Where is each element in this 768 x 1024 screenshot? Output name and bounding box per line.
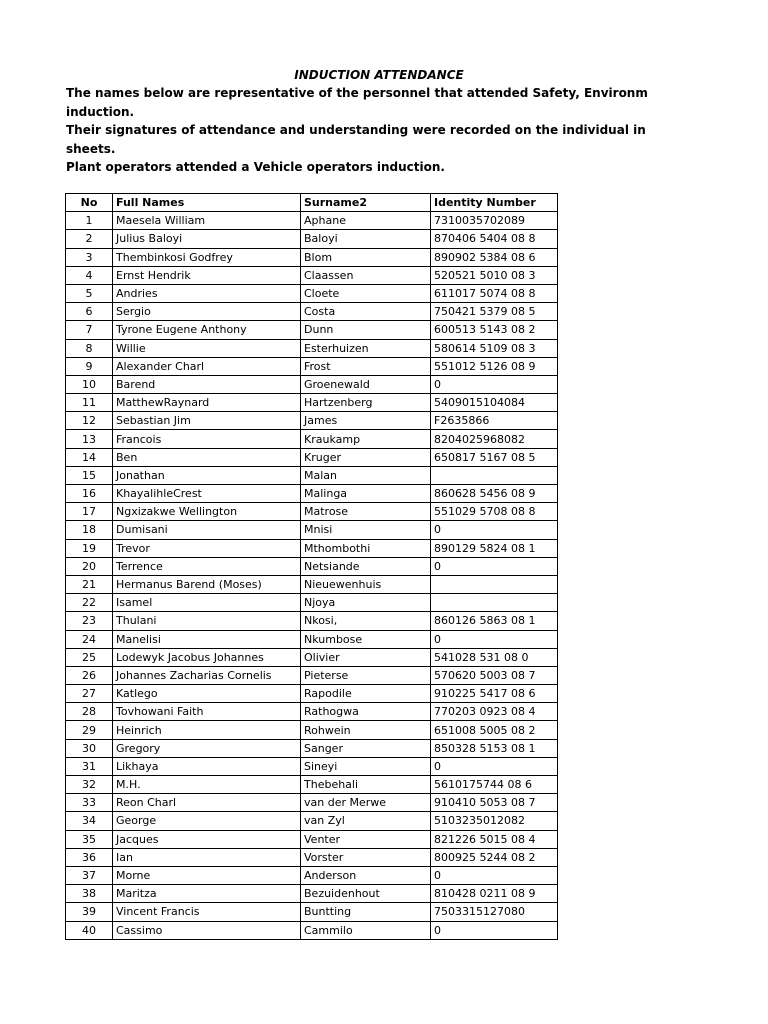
cell-full-name: Manelisi — [113, 630, 301, 648]
cell-identity-number: 7310035702089 — [431, 212, 558, 230]
cell-no: 36 — [66, 848, 113, 866]
cell-full-name: Hermanus Barend (Moses) — [113, 575, 301, 593]
cell-no: 9 — [66, 357, 113, 375]
column-header-full-names: Full Names — [113, 194, 301, 212]
table-row — [66, 375, 558, 393]
table-row — [66, 794, 558, 812]
cell-full-name: Maesela William — [113, 212, 301, 230]
cell-identity-number: 750421 5379 08 5 — [431, 303, 558, 321]
cell-no: 22 — [66, 594, 113, 612]
cell-no: 6 — [66, 303, 113, 321]
cell-identity-number — [431, 575, 558, 593]
cell-identity-number: 910410 5053 08 7 — [431, 794, 558, 812]
cell-identity-number: 5409015104084 — [431, 394, 558, 412]
intro-line: The names below are representative of the personnel that attended Safety, Environm — [66, 86, 648, 100]
table-row — [66, 539, 558, 557]
cell-surname: Aphane — [301, 212, 431, 230]
cell-full-name: Jonathan — [113, 466, 301, 484]
cell-identity-number: 870406 5404 08 8 — [431, 230, 558, 248]
cell-identity-number: 551012 5126 08 9 — [431, 357, 558, 375]
cell-no: 33 — [66, 794, 113, 812]
cell-full-name: Terrence — [113, 557, 301, 575]
cell-no: 20 — [66, 557, 113, 575]
cell-surname: Mnisi — [301, 521, 431, 539]
cell-no: 26 — [66, 666, 113, 684]
cell-surname: Nieuewenhuis — [301, 575, 431, 593]
cell-no: 35 — [66, 830, 113, 848]
table-row — [66, 212, 558, 230]
cell-surname: Rathogwa — [301, 703, 431, 721]
cell-surname: Kraukamp — [301, 430, 431, 448]
cell-surname: Thebehali — [301, 776, 431, 794]
cell-full-name: Heinrich — [113, 721, 301, 739]
cell-surname: Groenewald — [301, 375, 431, 393]
cell-surname: Rapodile — [301, 685, 431, 703]
table-row — [66, 248, 558, 266]
table-row — [66, 739, 558, 757]
cell-identity-number: 650817 5167 08 5 — [431, 448, 558, 466]
cell-surname: Njoya — [301, 594, 431, 612]
cell-surname: Anderson — [301, 866, 431, 884]
cell-no: 11 — [66, 394, 113, 412]
cell-no: 12 — [66, 412, 113, 430]
table-row — [66, 866, 558, 884]
intro-line: induction. — [66, 104, 135, 119]
cell-identity-number: 910225 5417 08 6 — [431, 685, 558, 703]
cell-no: 13 — [66, 430, 113, 448]
cell-full-name: Jacques — [113, 830, 301, 848]
cell-identity-number: 580614 5109 08 3 — [431, 339, 558, 357]
cell-no: 2 — [66, 230, 113, 248]
cell-full-name: George — [113, 812, 301, 830]
cell-surname: Pieterse — [301, 666, 431, 684]
cell-surname: Esterhuizen — [301, 339, 431, 357]
cell-identity-number: 600513 5143 08 2 — [431, 321, 558, 339]
cell-full-name: Tovhowani Faith — [113, 703, 301, 721]
cell-full-name: Maritza — [113, 885, 301, 903]
cell-no: 32 — [66, 776, 113, 794]
cell-identity-number: 770203 0923 08 4 — [431, 703, 558, 721]
cell-surname: Cloete — [301, 284, 431, 302]
table-row — [66, 394, 558, 412]
cell-full-name: Reon Charl — [113, 794, 301, 812]
cell-full-name: Katlego — [113, 685, 301, 703]
table-row — [66, 357, 558, 375]
cell-identity-number: 821226 5015 08 4 — [431, 830, 558, 848]
cell-full-name: Tyrone Eugene Anthony — [113, 321, 301, 339]
cell-identity-number — [431, 594, 558, 612]
cell-surname: Venter — [301, 830, 431, 848]
cell-identity-number: 551029 5708 08 8 — [431, 503, 558, 521]
cell-no: 37 — [66, 866, 113, 884]
cell-surname: Mthombothi — [301, 539, 431, 557]
cell-surname: Costa — [301, 303, 431, 321]
cell-surname: Dunn — [301, 321, 431, 339]
cell-full-name: Thulani — [113, 612, 301, 630]
cell-no: 1 — [66, 212, 113, 230]
table-row — [66, 485, 558, 503]
table-row — [66, 685, 558, 703]
cell-no: 10 — [66, 375, 113, 393]
cell-identity-number: 5103235012082 — [431, 812, 558, 830]
column-header-no: No — [66, 194, 113, 212]
table-row — [66, 666, 558, 684]
cell-no: 25 — [66, 648, 113, 666]
cell-surname: Buntting — [301, 903, 431, 921]
table-row — [66, 776, 558, 794]
cell-surname: Vorster — [301, 848, 431, 866]
attendance-table-wrapper — [65, 193, 558, 940]
cell-no: 31 — [66, 757, 113, 775]
cell-no: 34 — [66, 812, 113, 830]
cell-identity-number: 0 — [431, 866, 558, 884]
cell-full-name: Ian — [113, 848, 301, 866]
cell-full-name: Morne — [113, 866, 301, 884]
cell-surname: Olivier — [301, 648, 431, 666]
cell-no: 24 — [66, 630, 113, 648]
cell-no: 15 — [66, 466, 113, 484]
table-row — [66, 230, 558, 248]
cell-no: 27 — [66, 685, 113, 703]
cell-identity-number: 0 — [431, 921, 558, 939]
table-row — [66, 321, 558, 339]
table-row — [66, 721, 558, 739]
cell-no: 23 — [66, 612, 113, 630]
table-row — [66, 648, 558, 666]
cell-full-name: Francois — [113, 430, 301, 448]
cell-surname: Frost — [301, 357, 431, 375]
cell-identity-number: 8204025968082 — [431, 430, 558, 448]
cell-surname: Rohwein — [301, 721, 431, 739]
table-row — [66, 448, 558, 466]
cell-full-name: Johannes Zacharias Cornelis — [113, 666, 301, 684]
cell-full-name: KhayalihleCrest — [113, 485, 301, 503]
cell-identity-number: 611017 5074 08 8 — [431, 284, 558, 302]
cell-surname: van Zyl — [301, 812, 431, 830]
cell-no: 17 — [66, 503, 113, 521]
cell-identity-number: 850328 5153 08 1 — [431, 739, 558, 757]
table-row — [66, 339, 558, 357]
cell-surname: Malan — [301, 466, 431, 484]
cell-no: 4 — [66, 266, 113, 284]
cell-identity-number: 860628 5456 08 9 — [431, 485, 558, 503]
table-row — [66, 575, 558, 593]
attendance-table — [65, 193, 558, 940]
cell-full-name: Ernst Hendrik — [113, 266, 301, 284]
cell-full-name: Ngxizakwe Wellington — [113, 503, 301, 521]
intro-text — [66, 84, 648, 177]
cell-no: 39 — [66, 903, 113, 921]
cell-identity-number: 0 — [431, 557, 558, 575]
cell-identity-number — [431, 466, 558, 484]
cell-surname: Kruger — [301, 448, 431, 466]
cell-full-name: Andries — [113, 284, 301, 302]
cell-identity-number: 890902 5384 08 6 — [431, 248, 558, 266]
cell-no: 16 — [66, 485, 113, 503]
cell-surname: Cammilo — [301, 921, 431, 939]
cell-surname: van der Merwe — [301, 794, 431, 812]
table-header-row — [66, 194, 558, 212]
cell-surname: Malinga — [301, 485, 431, 503]
cell-full-name: Lodewyk Jacobus Johannes — [113, 648, 301, 666]
cell-surname: James — [301, 412, 431, 430]
cell-full-name: Willie — [113, 339, 301, 357]
cell-identity-number: 541028 531 08 0 — [431, 648, 558, 666]
table-row — [66, 612, 558, 630]
column-header-surname: Surname2 — [301, 194, 431, 212]
table-row — [66, 812, 558, 830]
intro-line: sheets. — [66, 141, 116, 156]
cell-full-name: Barend — [113, 375, 301, 393]
cell-surname: Nkosi, — [301, 612, 431, 630]
cell-no: 3 — [66, 248, 113, 266]
cell-full-name: Julius Baloyi — [113, 230, 301, 248]
cell-surname: Matrose — [301, 503, 431, 521]
cell-no: 40 — [66, 921, 113, 939]
cell-surname: Bezuidenhout — [301, 885, 431, 903]
table-row — [66, 521, 558, 539]
cell-no: 8 — [66, 339, 113, 357]
cell-no: 18 — [66, 521, 113, 539]
cell-full-name: Ben — [113, 448, 301, 466]
cell-no: 38 — [66, 885, 113, 903]
cell-surname: Sineyi — [301, 757, 431, 775]
cell-full-name: Sebastian Jim — [113, 412, 301, 430]
document-title: INDUCTION ATTENDANCE — [294, 68, 464, 82]
cell-surname: Hartzenberg — [301, 394, 431, 412]
cell-identity-number: 810428 0211 08 9 — [431, 885, 558, 903]
cell-identity-number: 890129 5824 08 1 — [431, 539, 558, 557]
cell-full-name: Thembinkosi Godfrey — [113, 248, 301, 266]
cell-identity-number: 520521 5010 08 3 — [431, 266, 558, 284]
table-row — [66, 557, 558, 575]
table-row — [66, 757, 558, 775]
cell-full-name: Likhaya — [113, 757, 301, 775]
table-row — [66, 466, 558, 484]
cell-full-name: M.H. — [113, 776, 301, 794]
table-row — [66, 266, 558, 284]
cell-surname: Claassen — [301, 266, 431, 284]
cell-identity-number: 0 — [431, 757, 558, 775]
cell-identity-number: 0 — [431, 375, 558, 393]
table-row — [66, 848, 558, 866]
cell-no: 14 — [66, 448, 113, 466]
cell-no: 30 — [66, 739, 113, 757]
table-row — [66, 630, 558, 648]
cell-identity-number: 0 — [431, 630, 558, 648]
cell-full-name: Isamel — [113, 594, 301, 612]
cell-identity-number: 7503315127080 — [431, 903, 558, 921]
cell-full-name: Dumisani — [113, 521, 301, 539]
cell-full-name: MatthewRaynard — [113, 394, 301, 412]
table-row — [66, 921, 558, 939]
table-row — [66, 903, 558, 921]
cell-full-name: Gregory — [113, 739, 301, 757]
cell-identity-number: F2635866 — [431, 412, 558, 430]
table-row — [66, 412, 558, 430]
table-row — [66, 703, 558, 721]
cell-no: 19 — [66, 539, 113, 557]
cell-full-name: Alexander Charl — [113, 357, 301, 375]
cell-no: 5 — [66, 284, 113, 302]
cell-full-name: Vincent Francis — [113, 903, 301, 921]
table-body — [66, 212, 558, 940]
cell-full-name: Cassimo — [113, 921, 301, 939]
intro-line: Plant operators attended a Vehicle operators induction. — [66, 160, 445, 174]
column-header-identity-number: Identity Number — [431, 194, 558, 212]
table-row — [66, 594, 558, 612]
cell-identity-number: 570620 5003 08 7 — [431, 666, 558, 684]
table-row — [66, 284, 558, 302]
cell-surname: Baloyi — [301, 230, 431, 248]
cell-full-name: Sergio — [113, 303, 301, 321]
intro-line: Their signatures of attendance and understanding were recorded on the individual in — [66, 123, 646, 137]
cell-identity-number: 651008 5005 08 2 — [431, 721, 558, 739]
table-row — [66, 303, 558, 321]
cell-surname: Netsiande — [301, 557, 431, 575]
cell-surname: Sanger — [301, 739, 431, 757]
cell-surname: Nkumbose — [301, 630, 431, 648]
cell-identity-number: 860126 5863 08 1 — [431, 612, 558, 630]
cell-no: 7 — [66, 321, 113, 339]
cell-identity-number: 5610175744 08 6 — [431, 776, 558, 794]
table-row — [66, 885, 558, 903]
table-row — [66, 830, 558, 848]
cell-no: 29 — [66, 721, 113, 739]
cell-no: 28 — [66, 703, 113, 721]
table-row — [66, 430, 558, 448]
cell-no: 21 — [66, 575, 113, 593]
cell-identity-number: 0 — [431, 521, 558, 539]
cell-surname: Blom — [301, 248, 431, 266]
cell-identity-number: 800925 5244 08 2 — [431, 848, 558, 866]
cell-full-name: Trevor — [113, 539, 301, 557]
table-row — [66, 503, 558, 521]
